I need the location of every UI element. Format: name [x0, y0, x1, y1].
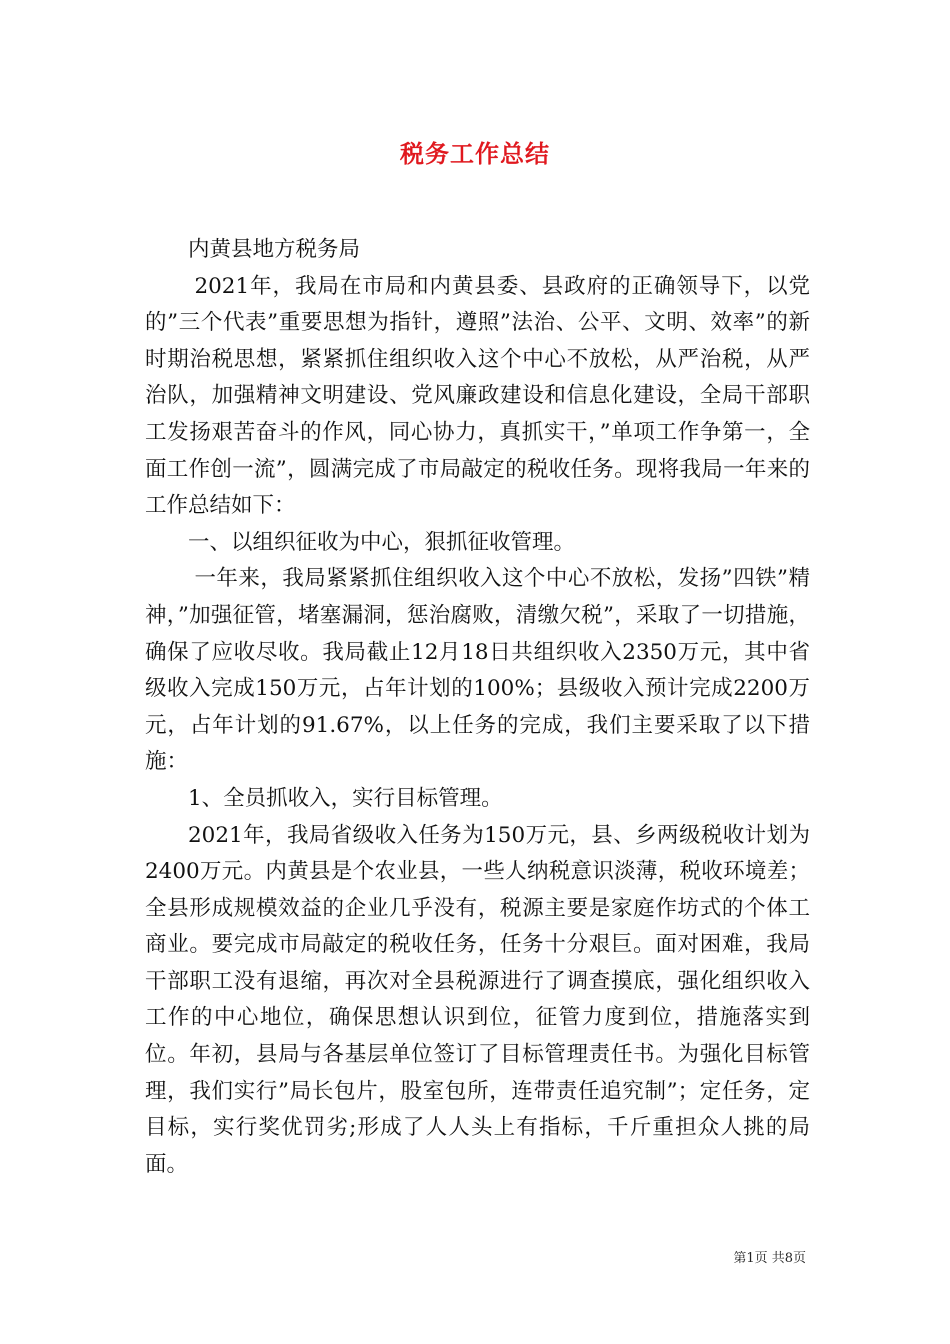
document-body — [145, 232, 810, 1183]
subsection-paragraph: 2021年，我局省级收入任务为150万元，县、乡两级税收计划为2400万元。内黄县是个农业县，一些人纳税意识淡薄，税收环境差；全县形成规模效益的企业几乎没有，税源主要是家庭作坊式的个体工商业。要完成市局敲定的税收任务，任务十分艰巨。面对困难，我局干部职工没有退缩，再次对全县税源进行了调查摸底，强化组织收入工作的中心地位，确保思想认识到位，征管力度到位，措施落实到位。年初，县局与各基层单位签订了目标管理责任书。为强化目标管理，我们实行”局长包片，股室包所，连带责任追究制”；定任务，定目标，实行奖优罚劣;形成了人人头上有指标，千斤重担众人挑的局面。 — [145, 822, 810, 1177]
page-title: 税务工作总结 — [400, 140, 550, 168]
page-number: 第1页 共8页 — [733, 1251, 806, 1266]
section-heading: 一、以组织征收为中心，狠抓征收管理。 — [188, 529, 576, 555]
subsection-heading: 1、全员抓收入，实行目标管理。 — [188, 785, 503, 811]
section-paragraph: 一年来，我局紧紧抓住组织收入这个中心不放松，发扬”四铁”精神，”加强征管，堵塞漏洞，惩治腐败，清缴欠税”，采取了一切措施，确保了应收尽收。我局截止12月18日共组织收入2350万元，其中省级收入完成150万元，占年计划的100%；县级收入预计完成2200万元，占年计划的91.67%，以上任务的完成，我们主要采取了以下措施： — [145, 566, 810, 775]
intro-paragraph: 2021年，我局在市局和内黄县委、县政府的正确领导下，以党的”三个代表”重要思想为指针，遵照”法治、公平、文明、效率”的新时期治税思想，紧紧抓住组织收入这个中心不放松，从严治税，从严治队，加强精神文明建设、党风廉政建设和信息化建设，全局干部职工发扬艰苦奋斗的作风，同心协力，真抓实干，”单项工作争第一，全面工作创一流”，圆满完成了市局敲定的税收任务。现将我局一年来的工作总结如下： — [145, 273, 811, 519]
issuer-line: 内黄县地方税务局 — [188, 237, 361, 262]
